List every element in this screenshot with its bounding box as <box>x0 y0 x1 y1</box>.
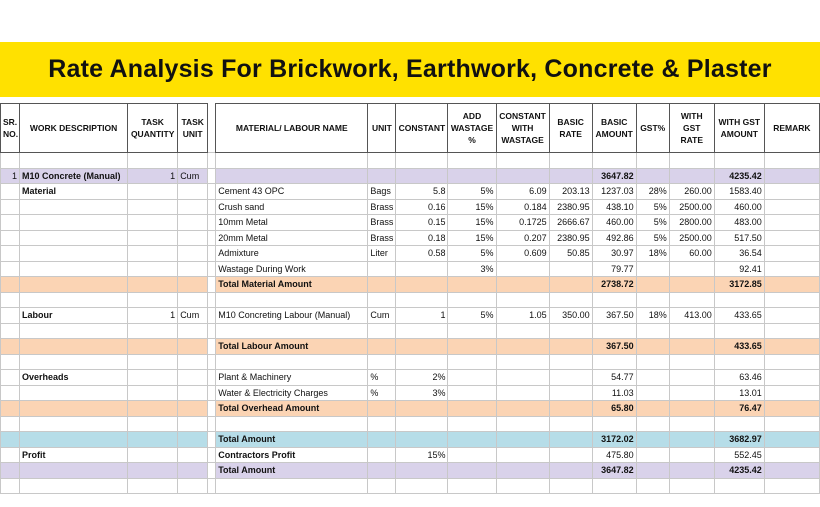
material-label: Material <box>20 184 128 200</box>
labour-constant: 1 <box>396 308 448 324</box>
header-unit: UNIT <box>368 104 396 153</box>
empty-row <box>1 292 820 308</box>
material-constant: 5.8 <box>396 184 448 200</box>
table-row <box>1 215 820 231</box>
table-row <box>1 199 820 215</box>
overhead-constant: 2% <box>396 370 448 386</box>
material-constant: 0.18 <box>396 230 448 246</box>
material-gst <box>636 261 669 277</box>
material-amount: 1237.03 <box>592 184 636 200</box>
material-gst: 18% <box>636 246 669 262</box>
table-row <box>1 184 820 200</box>
header-row <box>1 104 820 153</box>
material-cww: 0.207 <box>496 230 549 246</box>
material-constant: 0.15 <box>396 215 448 231</box>
item-description: M10 Concrete (Manual) <box>20 168 128 184</box>
material-cww: 0.1725 <box>496 215 549 231</box>
grand-total-gst-amount: 4235.42 <box>714 463 764 479</box>
table-row <box>1 261 820 277</box>
material-amount: 79.77 <box>592 261 636 277</box>
total-labour-label: Total Labour Amount <box>216 339 368 355</box>
profit-amount: 475.80 <box>592 447 636 463</box>
labour-unit: Cum <box>368 308 396 324</box>
overhead-amount: 54.77 <box>592 370 636 386</box>
material-amount: 492.86 <box>592 230 636 246</box>
total-material-amount: 2738.72 <box>592 277 636 293</box>
header-spacer <box>208 104 216 153</box>
overhead-gst-amount: 63.46 <box>714 370 764 386</box>
material-name: 20mm Metal <box>216 230 368 246</box>
item-unit: Cum <box>178 168 208 184</box>
material-gst-amount: 483.00 <box>714 215 764 231</box>
profit-gst-amount: 552.45 <box>714 447 764 463</box>
material-gst-amount: 1583.40 <box>714 184 764 200</box>
material-cww: 6.09 <box>496 184 549 200</box>
material-name: 10mm Metal <box>216 215 368 231</box>
overhead-name: Plant & Machinery <box>216 370 368 386</box>
item-row <box>1 168 820 184</box>
material-unit: Brass <box>368 199 396 215</box>
title-banner <box>0 42 820 97</box>
material-gst: 5% <box>636 230 669 246</box>
header-with-gst-rate: WITH GST RATE <box>669 104 714 153</box>
material-cww: 0.184 <box>496 199 549 215</box>
header-constant: CONSTANT <box>396 104 448 153</box>
material-gst-amount: 36.54 <box>714 246 764 262</box>
material-constant: 0.16 <box>396 199 448 215</box>
empty-row <box>1 323 820 339</box>
labour-cww: 1.05 <box>496 308 549 324</box>
grand-total-amount: 3647.82 <box>592 463 636 479</box>
total-label: Total Amount <box>216 432 368 448</box>
header-constant-with-wastage: CONSTANT WITH WASTAGE <box>496 104 549 153</box>
material-gst-rate: 260.00 <box>669 184 714 200</box>
material-cww <box>496 261 549 277</box>
total-overhead-label: Total Overhead Amount <box>216 401 368 417</box>
material-unit: Liter <box>368 246 396 262</box>
labour-gst: 18% <box>636 308 669 324</box>
overhead-unit: % <box>368 370 396 386</box>
page-title: Rate Analysis For Brickwork, Earthwork, Concrete & Plaster <box>48 55 772 83</box>
labour-name: M10 Concreting Labour (Manual) <box>216 308 368 324</box>
profit-label: Profit <box>20 447 128 463</box>
header-with-gst-amount: WITH GST AMOUNT <box>714 104 764 153</box>
material-gst-rate: 2800.00 <box>669 215 714 231</box>
material-cww: 0.609 <box>496 246 549 262</box>
profit-percent: 15% <box>396 447 448 463</box>
empty-row <box>1 354 820 370</box>
profit-name: Contractors Profit <box>216 447 368 463</box>
material-gst-amount: 517.50 <box>714 230 764 246</box>
header-task-unit: TASK UNIT <box>178 104 208 153</box>
labour-label: Labour <box>20 308 128 324</box>
material-name: Crush sand <box>216 199 368 215</box>
material-constant: 0.58 <box>396 246 448 262</box>
labour-gst-rate: 413.00 <box>669 308 714 324</box>
material-wastage: 3% <box>448 261 496 277</box>
material-unit <box>368 261 396 277</box>
material-wastage: 5% <box>448 246 496 262</box>
total-material-row <box>1 277 820 293</box>
material-gst-rate: 60.00 <box>669 246 714 262</box>
header-basic-rate: BASIC RATE <box>549 104 592 153</box>
item-sr: 1 <box>1 168 20 184</box>
overhead-gst-amount: 13.01 <box>714 385 764 401</box>
grand-total-row <box>1 463 820 479</box>
material-wastage: 15% <box>448 230 496 246</box>
item-quantity: 1 <box>128 168 178 184</box>
total-row <box>1 432 820 448</box>
table-row <box>1 230 820 246</box>
overhead-name: Water & Electricity Charges <box>216 385 368 401</box>
material-rate: 2380.95 <box>549 199 592 215</box>
header-work-description: WORK DESCRIPTION <box>20 104 128 153</box>
total-material-label: Total Material Amount <box>216 277 368 293</box>
empty-row <box>1 478 820 494</box>
material-rate: 2380.95 <box>549 230 592 246</box>
material-unit: Brass <box>368 230 396 246</box>
material-wastage: 15% <box>448 199 496 215</box>
total-material-gst-amount: 3172.85 <box>714 277 764 293</box>
table-row <box>1 385 820 401</box>
material-constant <box>396 261 448 277</box>
total-labour-gst-amount: 433.65 <box>714 339 764 355</box>
material-name: Admixture <box>216 246 368 262</box>
total-overhead-gst-amount: 76.47 <box>714 401 764 417</box>
overheads-label: Overheads <box>20 370 128 386</box>
grand-total-label: Total Amount <box>216 463 368 479</box>
header-add-wastage: ADD WASTAGE % <box>448 104 496 153</box>
material-gst: 5% <box>636 199 669 215</box>
header-task-quantity: TASK QUANTITY <box>128 104 178 153</box>
total-overhead-row <box>1 401 820 417</box>
table-row <box>1 246 820 262</box>
overhead-constant: 3% <box>396 385 448 401</box>
header-remark: REMARK <box>764 104 819 153</box>
material-rate: 203.13 <box>549 184 592 200</box>
material-unit: Bags <box>368 184 396 200</box>
material-wastage: 15% <box>448 215 496 231</box>
overhead-amount: 11.03 <box>592 385 636 401</box>
total-overhead-amount: 65.80 <box>592 401 636 417</box>
labour-rate: 350.00 <box>549 308 592 324</box>
material-gst: 28% <box>636 184 669 200</box>
total-labour-amount: 367.50 <box>592 339 636 355</box>
overhead-unit: % <box>368 385 396 401</box>
labour-qty: 1 <box>128 308 178 324</box>
material-gst-rate <box>669 261 714 277</box>
material-gst-rate: 2500.00 <box>669 199 714 215</box>
material-gst-amount: 460.00 <box>714 199 764 215</box>
item-gst-amount: 4235.42 <box>714 168 764 184</box>
material-gst: 5% <box>636 215 669 231</box>
material-name: Cement 43 OPC <box>216 184 368 200</box>
material-unit: Brass <box>368 215 396 231</box>
labour-amount: 367.50 <box>592 308 636 324</box>
material-gst-amount: 92.41 <box>714 261 764 277</box>
total-gst-amount: 3682.97 <box>714 432 764 448</box>
labour-wastage: 5% <box>448 308 496 324</box>
rate-analysis-table <box>0 103 820 494</box>
item-basic-amount: 3647.82 <box>592 168 636 184</box>
material-rate: 50.85 <box>549 246 592 262</box>
empty-row <box>1 416 820 432</box>
total-labour-row <box>1 339 820 355</box>
material-amount: 30.97 <box>592 246 636 262</box>
spacer-row <box>1 153 820 169</box>
material-amount: 460.00 <box>592 215 636 231</box>
table-row <box>1 370 820 386</box>
material-rate <box>549 261 592 277</box>
header-basic-amount: BASIC AMOUNT <box>592 104 636 153</box>
material-rate: 2666.67 <box>549 215 592 231</box>
labour-gst-amount: 433.65 <box>714 308 764 324</box>
header-material-labour-name: MATERIAL/ LABOUR NAME <box>216 104 368 153</box>
total-amount: 3172.02 <box>592 432 636 448</box>
header-gst: GST% <box>636 104 669 153</box>
material-name: Wastage During Work <box>216 261 368 277</box>
header-sr-no: SR. NO. <box>1 104 20 153</box>
labour-row <box>1 308 820 324</box>
labour-task-unit: Cum <box>178 308 208 324</box>
profit-row <box>1 447 820 463</box>
material-wastage: 5% <box>448 184 496 200</box>
material-amount: 438.10 <box>592 199 636 215</box>
material-gst-rate: 2500.00 <box>669 230 714 246</box>
